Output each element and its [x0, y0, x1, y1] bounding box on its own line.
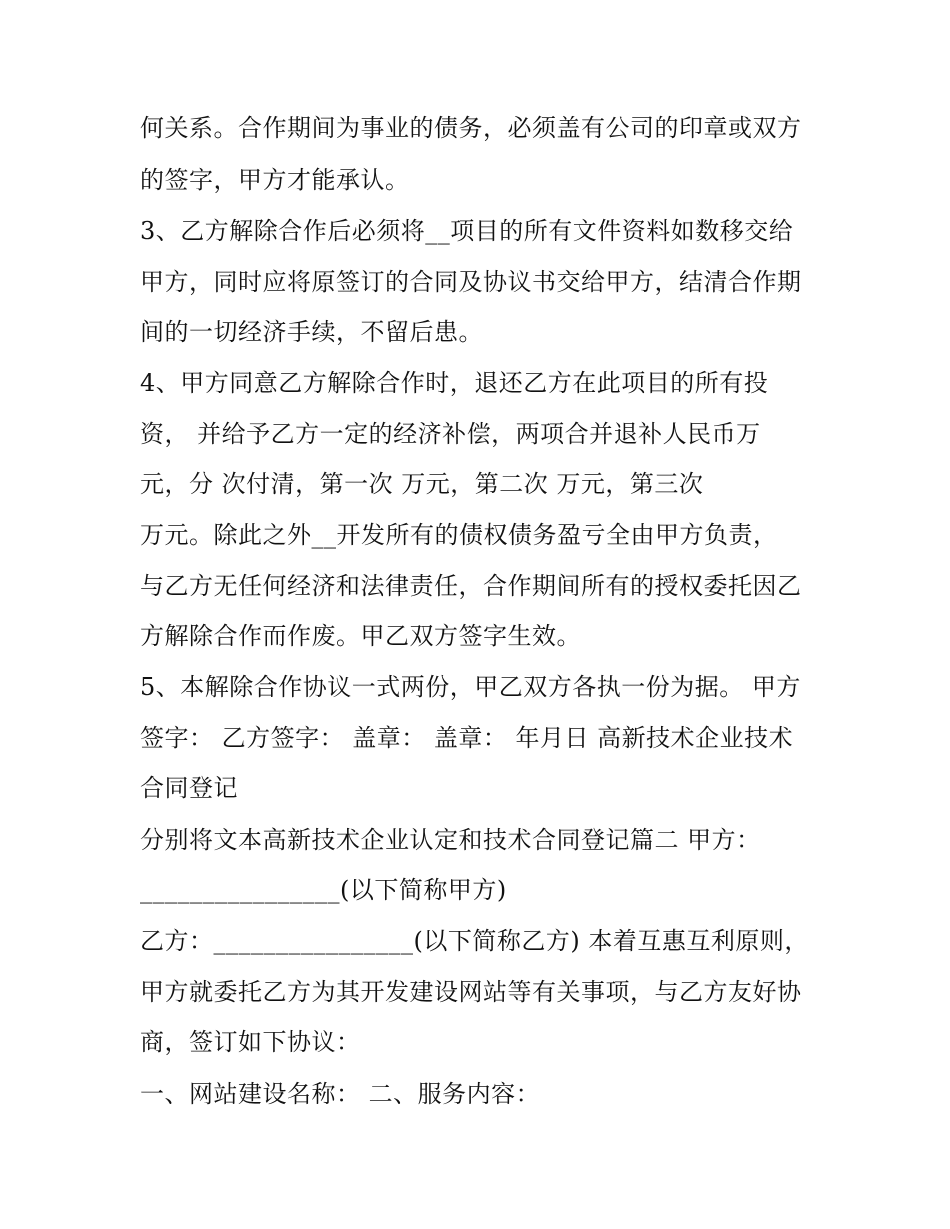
text-line-11: 方解除合作而作废。甲乙双方签字生效。 [140, 622, 581, 650]
text-line-7: 资， 并给予乙方一定的经济补偿，两项合并退补人民币万 [140, 420, 761, 448]
text-line-20: 一、网站建设名称： 二、服务内容： [140, 1080, 541, 1108]
text-line-18: 甲方就委托乙方为其开发建设网站等有关事项，与乙方友好协 [140, 978, 802, 1006]
text-line-2: 的签字，甲方才能承认。 [140, 166, 410, 194]
text-line-13: 签字： 乙方签字： 盖章： 盖章： 年月日 高新技术企业技术 [140, 724, 794, 752]
text-line-4: 甲方，同时应将原签订的合同及协议书交给甲方，结清合作期 [140, 268, 802, 296]
text-line-15: 分别将文本高新技术企业认定和技术合同登记篇二 甲方： [140, 826, 761, 854]
text-line-9: 万元。除此之外__开发所有的债权债务盈亏全由甲方负责， [140, 521, 778, 549]
text-line-5: 间的一切经济手续，不留后患。 [140, 318, 483, 346]
text-line-16: ________________(以下简称甲方) [140, 876, 507, 904]
text-line-3: 3、乙方解除合作后必须将__项目的所有文件资料如数移交给 [140, 217, 794, 245]
text-line-14: 合同登记 [140, 774, 238, 802]
text-line-6: 4、甲方同意乙方解除合作时，退还乙方在此项目的所有投 [140, 369, 769, 397]
text-line-17: 乙方：________________(以下简称乙方) 本着互惠互利原则， [140, 927, 809, 955]
text-line-1: 何关系。合作期间为事业的债务，必须盖有公司的印章或双方 [140, 114, 802, 142]
text-line-19: 商，签订如下协议： [140, 1028, 361, 1056]
text-line-8: 元，分 次付清，第一次 万元，第二次 万元，第三次 [140, 470, 704, 498]
text-line-10: 与乙方无任何经济和法律责任，合作期间所有的授权委托因乙 [140, 572, 802, 600]
text-line-12: 5、本解除合作协议一式两份，甲乙双方各执一份为据。 甲方 [140, 673, 801, 701]
